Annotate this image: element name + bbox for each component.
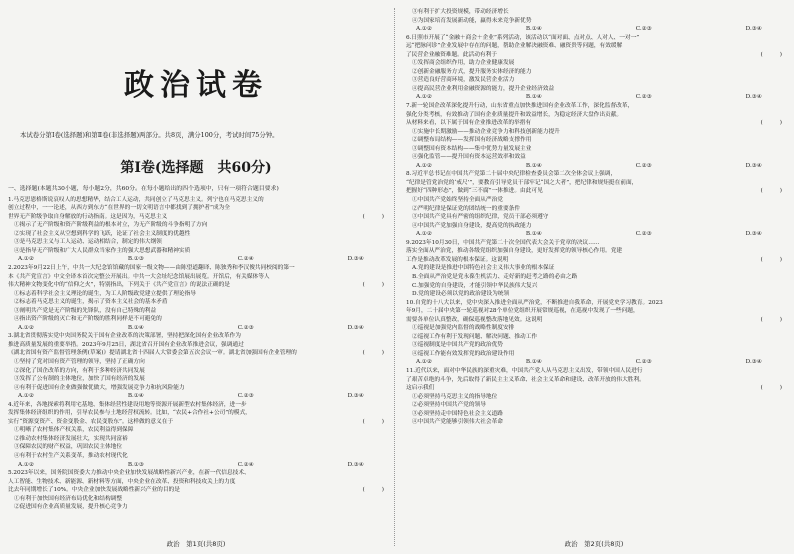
statement-item: ④提高民营企业利用金融资源的能力，提升企业经济效益 <box>412 85 555 92</box>
question-stem: 远“把脉问诊”企业发展中存在的问题，帮助企业解决融资难、融资贵等问题，有效缓解 <box>406 43 623 50</box>
question-5-continued <box>406 8 782 34</box>
option-a: A.①② <box>18 256 35 263</box>
option-a: A.①② <box>416 359 433 366</box>
answer-options <box>406 162 782 171</box>
question-8 <box>406 170 782 238</box>
answer-options <box>8 255 384 264</box>
question-stem: 本《共产党宣言》中文全译本首次完整公开展出。中共一大会址纪念馆展出展览。开馆后，有关媒体等人 <box>8 273 270 280</box>
option-b: B.①④ <box>127 324 145 331</box>
option-b: B.①④ <box>525 94 543 101</box>
option-d: D.③④ <box>745 359 762 366</box>
statement-item: ④强化监管——提升国有资本运营效率和效益 <box>412 154 526 161</box>
option-c: C.②③ <box>635 162 652 169</box>
statement-item: ②深化了国企改革的方向，有利于多种经济共同发展 <box>14 367 145 374</box>
page-footer-left: 政治 第1页(共8页) <box>166 540 226 548</box>
statement-item: ③发挥了公有制的主体地位，加快了国有经济的发展 <box>14 376 145 383</box>
option-b: B.①④ <box>127 393 145 400</box>
answer-options <box>8 461 384 470</box>
option-d: D.③④ <box>347 324 364 331</box>
statement-item: ②必须坚持中国共产党的领导 <box>412 402 486 409</box>
answer-bracket: ( ) <box>362 350 384 357</box>
answer-bracket: ( ) <box>760 316 782 323</box>
option-b: B.①④ <box>525 26 543 33</box>
statement-item: ①揭示了无产阶级和资产阶级利益的根本对立，为无产阶级的斗争指明了方向 <box>14 222 208 229</box>
column-divider <box>394 8 395 546</box>
option-d: D.③④ <box>745 162 762 169</box>
question-stem: 2.2023年9月22日上午，中共一大纪念馆馆藏的国家一级文物——由陈望道翻译、陈独秀和李汉俊共同校阅的第一 <box>8 264 295 271</box>
question-6 <box>406 34 782 102</box>
answer-options <box>406 25 782 34</box>
question-stem: 这启示我们 ( ) <box>406 385 782 392</box>
question-stem: 人工智能、生物技术、新能源、新材料等方面，中央企业在改革、投资和科技攻关上的力度 <box>8 478 236 485</box>
option-c: C.②③ <box>635 359 652 366</box>
statement-item: ①发挥商会组织作用，助力企业健康发展 <box>412 60 515 67</box>
statement-item: ②推动农村集体经济发展壮大，实现共同富裕 <box>14 435 128 442</box>
question-stem: 年9月，二十届中央第一轮巡视对28个单位党组织开展常规巡视，在巡视中发现了一些问题， <box>406 308 639 315</box>
option-a: A.①② <box>416 94 433 101</box>
statement-item: ④指出资产阶级的灭亡和无产阶级的胜利同样是不可避免的 <box>14 316 162 323</box>
answer-bracket: ( ) <box>760 256 782 263</box>
question-stem: 工作是推动改革发展的根本保证。这说明 ( ) <box>406 256 782 263</box>
question-stem: 创立过程中，一一论述，从西方到东方“在世界的一切文明语言中都找到了拥护者”成为全 <box>8 205 230 212</box>
left-column <box>8 8 384 538</box>
option-b: B.①④ <box>525 162 543 169</box>
question-stem: 需要各单位认真整改，确保巡视整改落地见效。这说明 ( ) <box>406 316 782 323</box>
question-5 <box>8 469 384 512</box>
statement-item: ①必须坚持马克思主义的指导地位 <box>412 393 498 400</box>
question-stem: 1.马克思恩格斯说哀叹人的思想精华，结合工人运动，共同创立了马克思主义。列宁也在马克思主义的 <box>8 196 264 203</box>
option-c: C.②③ <box>635 231 652 238</box>
question-stem: 4.近年来，各地探索将利用宅基地、集体经营性建设用地等资源开展新型农村集体经济，进一步 <box>8 401 247 408</box>
statement-item: B.全面从严治党是党永葆生机活力、走好新的赶考之路的必由之路 <box>412 273 578 280</box>
exam-title: 政治试卷 <box>124 68 268 103</box>
statement-item: ④有利于促进国有企业做强做优做大，增强发展竞争力和抗风险能力 <box>14 384 185 391</box>
question-stem: 3.湖北省贯彻落实党中央国务院关于国有企业改革的决策部署，坚持把深化国有企业改革作为 <box>8 333 241 340</box>
statement-item: ①坚持了党对国有资产管理的领导，坚持了正确方向 <box>14 358 145 365</box>
statement-item: D.党的建设必须以党的政治建设为统领 <box>412 291 510 298</box>
question-stem: 强化分类考核，有效推动了国有企业质量提升和效益增长，为稳定经济大盘作出贡献。 <box>406 111 623 118</box>
statement-item: ②促进国有企业高质量发展，提升核心竞争力 <box>14 504 128 511</box>
option-a: A.①② <box>416 26 433 33</box>
statement-item: ①有利于加快国有经济布局优化和结构调整 <box>14 495 123 502</box>
option-c: C.②④ <box>237 256 254 263</box>
option-d: D.③④ <box>745 231 762 238</box>
option-c: C.②③ <box>237 393 254 400</box>
answer-bracket: ( ) <box>362 213 384 220</box>
statement-item: ①巡视是加强党内监督的战略性制度安排 <box>412 325 515 332</box>
question-stem: 了艰苦卓绝的斗争，先后取得了新民主主义革命、社会主义革命和建设、改革开放的伟大胜利。 <box>406 376 645 383</box>
option-d: D.③④ <box>347 256 364 263</box>
option-d: D.③④ <box>347 393 364 400</box>
answer-options <box>406 93 782 102</box>
statement-item: ③有利于扩大投资规模，带动经济增长 <box>412 9 509 15</box>
question-stem: 7.新一轮国企改革深化提升行动，山东省重点加快推进国有企业改革工作，深化监督改革， <box>406 103 634 110</box>
answer-bracket: ( ) <box>760 188 782 195</box>
statement-item: ②创新金融服务方式，提升服务实体经济的能力 <box>412 68 532 75</box>
option-c: C.②④ <box>237 461 254 468</box>
question-stem: 发挥集体经济组织的作用，引导农民参与土地经营权流转。比如，“农民+合作社+公司”的模式， <box>8 410 251 417</box>
option-b: B.①④ <box>525 231 543 238</box>
answer-options <box>406 358 782 367</box>
statement-item: C.加强党的自身建设，才能引领中华民族伟大复兴 <box>412 282 538 289</box>
question-stem: 实行“资源变资产、资金变股金、农民变股东”。这样做的意义在于 ( ) <box>8 418 384 425</box>
option-b: B.①④ <box>525 359 543 366</box>
statement-item: ①明晰了农村集体产权关系，农民利益得到保障 <box>14 427 134 434</box>
question-1 <box>8 196 384 264</box>
answer-bracket: ( ) <box>362 282 384 289</box>
option-d: D.③④ <box>745 94 762 101</box>
answer-bracket: ( ) <box>362 418 384 425</box>
exam-instructions: 本试卷分第Ⅰ卷(选择题)和第Ⅱ卷(非选择题)两部分。共8页，满分100分，考试时间75分钟。 <box>20 131 279 139</box>
option-a: A.①② <box>18 461 35 468</box>
question-stem: 9.2023年10月30日，中国共产党第二十次全国代表大会关于党章的决议…… <box>406 239 600 246</box>
statement-item: ②严明纪律是保证党的团结统一的重要条件 <box>412 205 521 212</box>
statement-item: ④巡视工作能有效发挥党的政治建设作用 <box>412 350 515 357</box>
answer-options <box>8 392 384 401</box>
question-4 <box>8 401 384 469</box>
statement-item: ①实施中长期激励——推动企业竞争力和科技创新能力提升 <box>412 128 560 135</box>
question-9 <box>406 239 782 299</box>
question-2 <box>8 264 384 332</box>
option-d: D.③④ <box>347 461 364 468</box>
option-a: A.①② <box>18 324 35 331</box>
section-title: 第Ⅰ卷(选择题 共60分) <box>120 160 272 176</box>
option-d: D.③④ <box>745 26 762 33</box>
statement-item: ③是马克思主义与工人运动、运动相结合，制定的伟大纲领 <box>14 239 162 246</box>
question-10 <box>406 299 782 367</box>
statement-item: ③保障农民的财产权益，巩固农民主体地位 <box>14 444 123 451</box>
statement-item: ②调整布局结构——发挥国有经济战略支撑作用 <box>412 137 532 144</box>
question-stem: 5.2023年以来，国务院国资委大力推动中央企业加快发展战略性新兴产业，在新一代信息技术、 <box>8 470 250 477</box>
question-stem: 8.习近平总书记在中国共产党第二十届中央纪律检查委员会第二次全体会议上强调， <box>406 171 617 178</box>
question-stem: 世界无产阶级争取自身解放的行动指南。这是因为，马克思主义 ( ) <box>8 213 384 220</box>
option-a: A.①② <box>416 162 433 169</box>
statement-item: ②巡视工作有利于发现问题、解决问题、推动工作 <box>412 333 538 340</box>
answer-bracket: ( ) <box>760 51 782 58</box>
question-stem: 《湖北省国有资产监督管理条例(草案)》提请湖北省十四届人大常委会第五次会议一审。湖北省加强国有企业管理的 ( ) <box>8 350 384 357</box>
question-stem: 伟大精神文物变化中的“信仰之火”，特别指出，下列关于《共产党宣言》的说法正确的是 ( ) <box>8 282 384 289</box>
question-stem: “纪律是管党治党的‘戒尺’”，要教育引导党员干部牢记“国之大者”，把纪律和规矩挺在前面， <box>406 179 638 186</box>
statement-item: ③巡视制度是中国共产党的政治优势 <box>412 342 503 349</box>
statement-item: ③调整国有资本结构——集中优势力量发展主业 <box>412 145 532 152</box>
question-stem: 11.近代以来，面对中华民族的深重灾难，中国共产党人从马克思主义出发，带领中国人民进行 <box>406 367 643 374</box>
question-stem: 6.日照市开展了“金融＋商会＋企业”系列活动，该活动以“面对面、点对点、人对人、一对一” <box>406 34 640 41</box>
statement-item: ④为国家培育发展新动能，赢得未来竞争新优势 <box>412 17 532 24</box>
answer-bracket: ( ) <box>362 487 384 494</box>
statement-item: ①标志着科学社会主义理论的诞生，为工人阶级政党建立提供了理论指导 <box>14 290 196 297</box>
statement-item: ③必须坚持走中国特色社会主义道路 <box>412 410 503 417</box>
statement-item: ③中国共产党具有严密的组织纪律，党员干部必须遵守 <box>412 214 549 221</box>
section-note: 一、选择题(本题共30小题，每小题2分，共60分。在每小题给出的四个选项中，只有一项符合题目要求) <box>8 186 279 192</box>
answer-options <box>8 324 384 333</box>
option-b: B.①③ <box>127 461 145 468</box>
statement-item: ④中国共产党能够引领伟大社会革命 <box>412 419 503 426</box>
answer-options <box>406 230 782 239</box>
question-3 <box>8 332 384 400</box>
question-stem: 比去年同期增长了10%。中央企业加快发展战略性新兴产业的目的是 ( ) <box>8 487 384 494</box>
option-c: C.②③ <box>635 26 652 33</box>
question-stem: 从材料来看，以下属于国有企业推进改革的举措有 ( ) <box>406 120 782 127</box>
question-stem: 落实全面从严治党，推动各级党组织加强自身建设，更好发挥党的领导核心作用。党建 <box>406 248 623 255</box>
question-stem: 推进高质量发展的重要举措。2023年9月25日，湖北省召开国有企业改革推进会议，强调通过 <box>8 341 244 348</box>
statement-item: ④有利于农村生产关系变革，推动农村现代化 <box>14 453 128 459</box>
option-c: C.②③ <box>237 324 254 331</box>
statement-item: ④中国共产党加强自身建设，提高党的执政能力 <box>412 222 532 229</box>
statement-item: ②实现了社会主义从空想到科学的飞跃，论证了社会主义制度的优越性 <box>14 230 191 237</box>
question-stem: 把握好“四种形态”，做到“三不腐”一体推进。由此可见 ( ) <box>406 188 782 195</box>
answer-bracket: ( ) <box>760 385 782 392</box>
option-a: A.①② <box>18 393 35 400</box>
statement-item: ③阐明共产党是无产阶级的先锋队，没有自己特殊的利益 <box>14 307 157 314</box>
page-footer-right: 政治 第2页(共8页) <box>564 540 624 548</box>
option-a: A.①② <box>416 231 433 238</box>
question-stem: 了民营企业融资难题。此活动有利于 ( ) <box>406 51 782 58</box>
statement-item: ④是指导无产阶级和广大人民群众当家作主的强大思想武器和精神实质 <box>14 247 191 254</box>
question-stem: 10.自党的十八大以来，党中央深入推进全面从严治党，不断推进自我革命，开展党史学习教育。2023 <box>406 299 663 306</box>
question-11 <box>406 367 782 427</box>
statement-item: ③营造良好营商环境，激发民营企业活力 <box>412 77 515 84</box>
statement-item: ①中国共产党始终坚持全面从严治党 <box>412 197 503 204</box>
option-b: B.①③ <box>127 256 145 263</box>
right-column <box>406 8 782 538</box>
option-c: C.②③ <box>635 94 652 101</box>
answer-bracket: ( ) <box>760 120 782 127</box>
question-7 <box>406 102 782 170</box>
statement-item: ②标志着马克思主义的诞生，揭示了资本主义社会的基本矛盾 <box>14 299 168 306</box>
statement-item: A.党的建设是推进中国特色社会主义伟大事业的根本保证 <box>412 265 555 272</box>
